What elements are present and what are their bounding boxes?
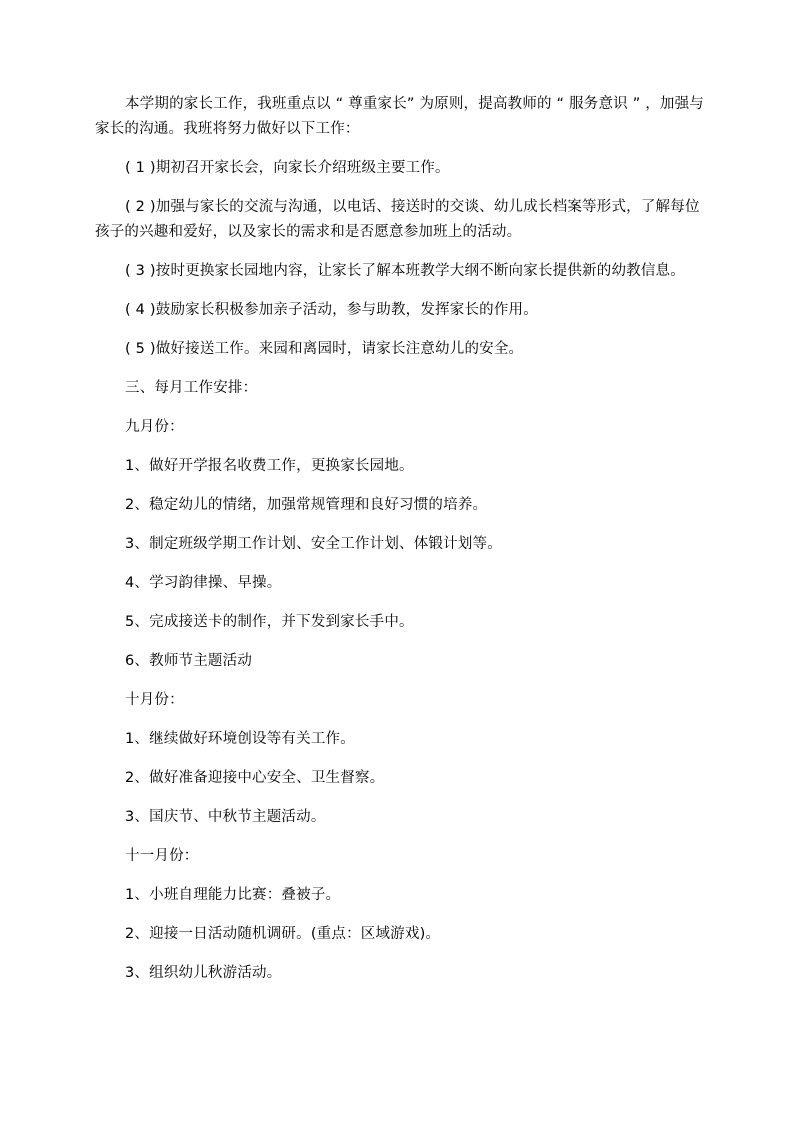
intro-paragraph: 本学期的家长工作，我班重点以 “ 尊重家长” 为原则，提高教师的 “ 服务意识 ” ，加强与家长的沟通。我班将努力做好以下工作： <box>95 96 705 137</box>
list-item: 4、学习韵律操、早操。 <box>125 575 282 591</box>
list-item: ( 1 )期初召开家长会，向家长介绍班级主要工作。 <box>125 160 450 176</box>
list-item: 1、做好开学报名收费工作，更换家长园地。 <box>125 458 414 474</box>
list-item: 3、制定班级学期工作计划、安全工作计划、体锻计划等。 <box>125 536 502 552</box>
list-item: 2、做好准备迎接中心安全、卫生督察。 <box>125 770 385 786</box>
list-item: ( 2 )加强与家长的交流与沟通，以电话、接送时的交谈、幼儿成长档案等形式，了解每位孩子的兴趣和爱好，以及家长的需求和是否愿意参加班上的活动。 <box>95 199 700 240</box>
list-item: 1、继续做好环境创设等有关工作。 <box>125 731 355 747</box>
list-item: 3、组织幼儿秋游活动。 <box>125 965 282 981</box>
list-item: 2、稳定幼儿的情绪，加强常规管理和良好习惯的培养。 <box>125 497 488 513</box>
list-item: 5、完成接送卡的制作，并下发到家长手中。 <box>125 614 414 630</box>
section-heading: 三、每月工作安排： <box>125 380 258 396</box>
list-item: 1、小班自理能力比赛：叠被子。 <box>125 887 341 903</box>
list-item: 2、迎接一日活动随机调研。(重点：区域游戏)。 <box>125 926 441 942</box>
document-body <box>95 92 705 1000</box>
month-heading: 十月份： <box>125 692 184 708</box>
month-heading: 九月份： <box>125 419 184 435</box>
month-heading: 十一月份： <box>125 848 199 864</box>
list-item: ( 3 )按时更换家长园地内容，让家长了解本班教学大纲不断向家长提供新的幼教信息。 <box>125 263 685 279</box>
list-item: 3、国庆节、中秋节主题活动。 <box>125 809 326 825</box>
list-item: ( 4 )鼓励家长积极参加亲子活动，参与助教，发挥家长的作用。 <box>125 302 538 318</box>
list-item: ( 5 )做好接送工作。来园和离园时，请家长注意幼儿的安全。 <box>125 341 524 357</box>
list-item: 6、教师节主题活动 <box>125 653 253 669</box>
